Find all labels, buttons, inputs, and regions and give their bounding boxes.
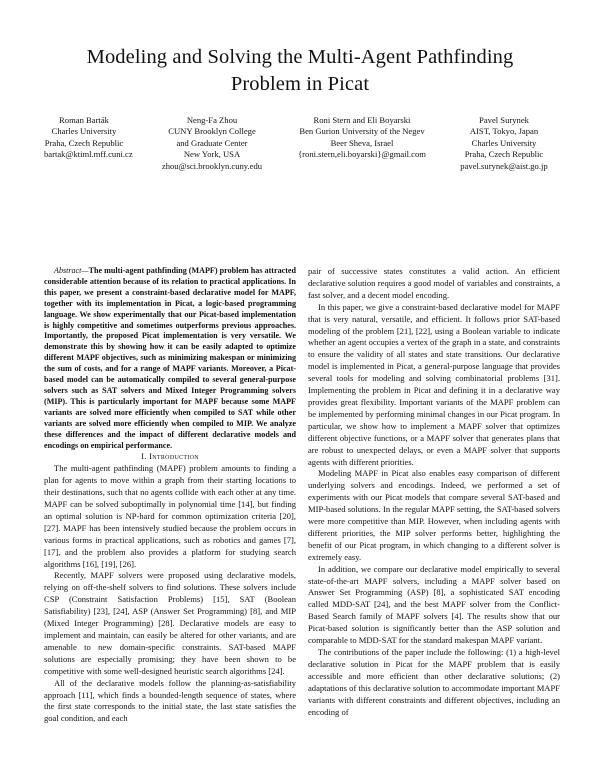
author-affiliation: and Graduate Center [176, 137, 248, 148]
paragraph: The contributions of the paper include the following: (1) a high-level declarative solution in Picat for the MAPF problem that is easily accessible and more efficient than other declarative solutions; (2) adaptations of this declarative solution to accommodate important MAPF variants with different constraints and different objectives, including an encoding of [308, 647, 560, 717]
author-affiliation: CUNY Brooklyn College [168, 126, 256, 137]
author-location: Praha, Czech Republic [464, 149, 544, 160]
author-affiliation: Charles University [51, 126, 117, 137]
abstract-text: The multi-agent pathfinding (MAPF) problem has attracted considerable attention because of its relation to practical applications. In this paper, we present a constraint-based declarative model for MAPF, together with its implementation in Picat, a logic-based programming language. We show experimentally that our Picat-based implementation is highly competitive and sometimes outperforms previous approaches. Importantly, the proposed Picat implementation is very versatile. We demonstrate this by showing how it can be easily adapted to optimize different MAPF objectives, such as minimizing makespan or minimizing the sum of costs, and for a range of MAPF variants. Moreover, a Picat-based model can be automatically compiled to several general-purpose solvers such as SAT solvers and Mixed Integer Programming solvers (MIP). This is particularly important for MAPF because some MAPF variants are solved more efficiently when compiled to SAT while other variants are solved more efficiently when compiled to MIP. We analyze these differences and the impact of different declarative models and encodings on empirical performance. [44, 266, 296, 450]
author-1 [44, 115, 133, 161]
paragraph: The multi-agent pathfinding (MAPF) problem amounts to finding a plan for agents to move within a graph from their starting locations to their destinations, such that no agents collide with each other at any time. MAPF can be solved suboptimally in polynomial time [14], but finding an optimal solution is NP-hard for common optimization criteria [20], [27]. MAPF has been intensively studied because the problem occurs in various forms in practical applications, such as robotics and games [7], [17], and the problem also provides a platform for studying search algorithms [16], [19], [26]. [44, 463, 296, 569]
paragraph: In addition, we compare our declarative model empirically to several state-of-the-art MAPF solvers, including a MAPF solver based on Answer Set Programming (ASP) [8], a sophisticated SAT encoding called MDD-SAT [24], and the best MAPF solver from the Conflict-Based Search family of MAPF solvers [4]. The results show that our Picat-based solution is significantly better than the ASP solution and comparable to MDD-SAT for the standard makespan MAPF variant. [308, 563, 560, 646]
author-affiliation: Ben Gurion University of the Negev [299, 126, 425, 137]
author-location: Praha, Czech Republic [44, 137, 124, 148]
author-name: Neng-Fa Zhou [186, 115, 238, 125]
paragraph: All of the declarative models follow the planning-as-satisfiability approach [11], which finds a bounded-length sequence of states, where the first state corresponds to the initial state, the last state satisfies the goal condition, and each [44, 677, 296, 724]
author-email: bartak@ktiml.mff.cuni.cz [44, 149, 133, 160]
author-3 [287, 115, 437, 161]
abstract [44, 266, 296, 451]
paper-title [40, 44, 560, 98]
author-name: Pavel Surynek [479, 115, 529, 125]
paragraph: Recently, MAPF solvers were proposed using declarative models, relying on off-the-shelf solvers to find solutions. These solvers include CSP (Constraint Satisfaction Problems) [15], SAT (Boolean Satisfiability) [23], [24], ASP (Answer Set Programming) [8], and MIP (Mixed Integer Programming) [28]. Declarative models are easy to implement and maintain, can easily be altered for other variants, and are amenable to new domain-specific constraints. SAT-based MAPF solutions are especially promising; they have been shown to be competitive with some well-designed heuristic search algorithms [24]. [44, 570, 296, 676]
paragraph: In this paper, we give a constraint-based declarative model for MAPF that is very natural, versatile, and efficient. It follows prior SAT-based modeling of the problem [21], [22], using a Boolean variable to indicate whether an agent occupies a vertex of the graph in a state, and constraints to ensure the validity of all states and state transitions. Our declarative model is implemented in Picat, a general-purpose language that provides several tools for modeling and solving combinatorial problems [31]. Implementing the problem in Picat and defining it in a declarative way provides great flexibility. Important variants of the MAPF problem can be implemented by performing minimal changes in our Picat program. In particular, we show how to implement a MAPF solver that optimizes different objective functions, or a MAPF solver that generates plans that are robust to unexpected delays, or even a MAPF solver that supports agents with different priorities. [308, 301, 560, 467]
author-name: Roni Stern and Eli Boyarski [313, 115, 411, 125]
author-2 [152, 115, 272, 172]
paragraph-continued: pair of successive states constitutes a valid action. An efficient declarative solution requires a good model of variables and constraints, a fast solver, and a decent model encoding. [308, 266, 560, 300]
author-email: pavel.surynek@aist.go.jp [460, 160, 548, 171]
author-email: zhou@sci.brooklyn.cuny.edu [161, 160, 263, 171]
author-affiliation: Charles University [471, 137, 537, 148]
author-location: Beer Sheva, Israel [330, 137, 394, 148]
right-column [308, 266, 560, 718]
paragraph: Modeling MAPF in Picat also enables easy comparison of different underlying solvers and encodings. Indeed, we performed a set of experiments with our Picat models that compare several SAT-based and MIP-based solutions. In the regular MAPF setting, the SAT-based solvers were more competitive than MIP. However, when including agents with different priorities, the MIP solver performs better, highlighting the benefit of our Picat program, in which changing to a different solver is extremely easy. [308, 468, 560, 562]
left-column [44, 266, 296, 725]
author-affiliation: AIST, Tokyo, Japan [469, 126, 539, 137]
section-heading-introduction: I. Introduction [141, 451, 199, 462]
author-4 [446, 115, 562, 172]
title-line-2: Problem in Picat [230, 73, 370, 95]
abstract-lead: Abstract— [54, 266, 89, 275]
author-location: New York, USA [183, 149, 241, 160]
title-line-1: Modeling and Solving the Multi-Agent Pathfinding [86, 46, 514, 68]
author-email: {roni.stern,eli.boyarski}@gmail.com [298, 149, 426, 160]
author-name: Roman Barták [59, 115, 109, 125]
